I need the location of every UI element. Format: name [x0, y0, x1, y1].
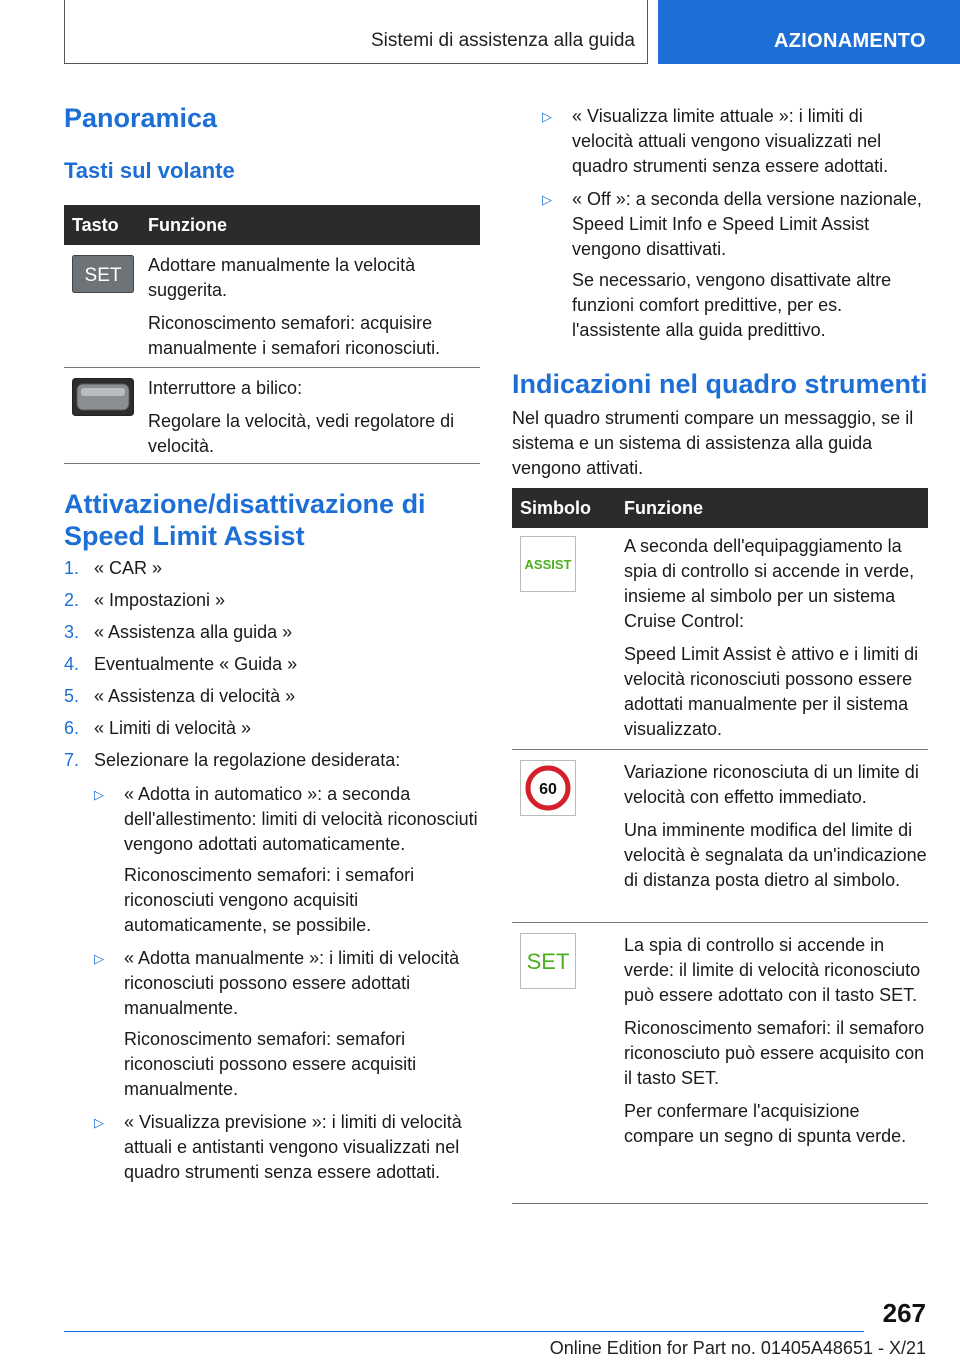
speed-limit-assist-heading: Attivazione/disattivazione di Speed Limit Assist — [64, 489, 426, 551]
col-header-key: Tasto — [72, 215, 119, 235]
page-title: Panoramica — [64, 103, 218, 133]
header-section-title: Sistemi di assistenza alla guida — [370, 30, 635, 51]
triangle-bullet-icon: ▷ — [542, 192, 552, 207]
section-subtitle: Tasti sul volante — [64, 158, 235, 183]
function-text: Adottare manualmente la velocità suggerita. — [148, 255, 416, 300]
table-row — [64, 245, 480, 368]
header-section-box — [64, 0, 648, 64]
footer-divider — [64, 1331, 864, 1332]
page-number: 267 — [882, 1298, 926, 1328]
svg-text:ASSIST: ASSIST — [524, 557, 572, 572]
function-text: Riconoscimento semafori: acquisire manualmente i semafori riconosciuti. — [148, 313, 441, 358]
table-header — [512, 488, 928, 528]
svg-text:SET: SET — [84, 265, 122, 286]
speed-limit-60-icon — [520, 760, 576, 816]
footer-edition: Online Edition for Part no. 01405A48651 - X/21 — [549, 1338, 926, 1358]
header-chapter-title: AZIONAMENTO — [774, 30, 926, 52]
set-button-icon — [72, 255, 134, 293]
instrument-cluster-heading: Indicazioni nel quadro strumenti — [512, 369, 928, 399]
function-text: Interruttore a bilico: — [148, 378, 303, 398]
assist-indicator-icon — [520, 536, 576, 592]
set-indicator-icon — [520, 933, 576, 989]
col-header-function: Funzione — [624, 498, 703, 518]
triangle-bullet-icon: ▷ — [94, 951, 104, 966]
table-row: 60 Variazione riconosciuta di un limite di velocità con effetto immediato. Una imminente modifica del limite di velocità è segnalata da un'indicazione di distanza posta dietro al simbolo. — [512, 750, 928, 923]
col-header-symbol: Simbolo — [520, 498, 591, 518]
triangle-bullet-icon: ▷ — [94, 787, 104, 802]
steering-keys-table — [64, 205, 480, 464]
col-header-function: Funzione — [148, 215, 227, 235]
intro-text: Nel quadro strumenti compare un messaggio, se il sistema e un sistema di assistenza alla guida vengono attivati. — [512, 408, 914, 478]
indicators-table — [512, 488, 928, 1204]
rocker-switch-icon — [72, 378, 134, 416]
table-header — [64, 205, 480, 245]
svg-text:60: 60 — [539, 781, 557, 798]
table-row — [64, 368, 480, 464]
table-row: SET La spia di controllo si accende in verde: il limite di velocità riconosciuto può essere adottato con il tasto SET. Riconoscimento semafori: il semaforo riconosciuto può essere acquisito con il tasto SET. Per confermare l'acquisizione compare un segno di spunta verde. — [512, 923, 928, 1204]
function-text: Regolare la velocità, vedi regolatore di velocità. — [148, 411, 455, 456]
triangle-bullet-icon: ▷ — [94, 1115, 104, 1130]
svg-text:SET: SET — [526, 949, 570, 974]
header-chapter-box — [658, 0, 960, 64]
triangle-bullet-icon: ▷ — [542, 109, 552, 124]
table-row: ASSIST A seconda dell'equipaggiamento la spia di controllo si accende in verde, insieme al simbolo per un sistema Cruise Control: Speed Limit Assist è attivo e i limiti di velocità riconosciuti possono essere adottati manualmente per il sistema visualizzato. — [512, 528, 928, 750]
